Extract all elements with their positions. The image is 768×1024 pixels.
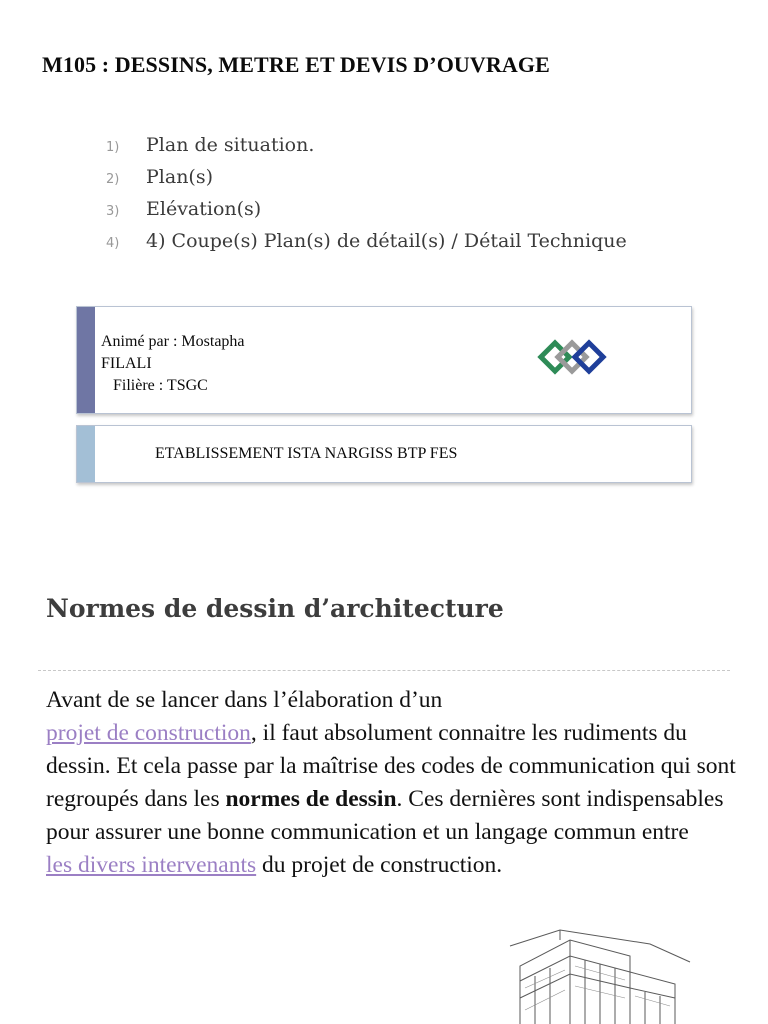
- toc-text: Plan de situation.: [146, 134, 315, 156]
- toc-item: [106, 134, 627, 166]
- paragraph-bold: normes de dessin: [225, 786, 397, 812]
- toc-text: 4) Coupe(s) Plan(s) de détail(s) / Détail Technique: [146, 230, 627, 252]
- project-link[interactable]: projet de construction: [46, 720, 251, 746]
- doc-title: M105 : DESSINS, METRE ET DEVIS D’OUVRAGE: [42, 52, 550, 77]
- section-heading: Normes de dessin d’architecture: [46, 594, 504, 623]
- establishment-name: ETABLISSEMENT ISTA NARGISS BTP FES: [155, 445, 458, 462]
- toc-text: Elévation(s): [146, 198, 262, 220]
- presenter-line: FILALI: [101, 355, 152, 372]
- toc-number: 3): [106, 204, 120, 219]
- section-divider: [38, 670, 730, 671]
- intervenants-link[interactable]: les divers intervenants: [46, 852, 257, 878]
- toc-list: [106, 134, 627, 262]
- card-accent-bar: [77, 307, 95, 413]
- toc-item: [106, 198, 627, 230]
- paragraph-text: , il faut absolument connaitre les rudiments du dessin. Et cela passe par la maîtrise des codes de communication qui sont regroupés dans les: [46, 720, 736, 812]
- establishment-card: [76, 425, 692, 483]
- ofppt-logo-icon: [537, 339, 607, 379]
- toc-text: Plan(s): [146, 166, 214, 188]
- toc-item: [106, 230, 627, 262]
- card-accent-bar: [77, 426, 95, 482]
- building-sketch-icon: [500, 926, 700, 1024]
- toc-number: 2): [106, 172, 120, 187]
- presenter-line: Animé par : Mostapha: [101, 333, 245, 350]
- paragraph-text: Avant de se lancer dans l’élaboration d’un: [46, 687, 443, 713]
- paragraph-text: . Ces dernières sont indispensables pour assurer une bonne communication et un langage commun entre: [46, 786, 724, 845]
- toc-item: [106, 166, 627, 198]
- paragraph-text: du projet de construction.: [256, 852, 503, 878]
- presenter-info: [101, 331, 245, 397]
- presenter-card: [76, 306, 692, 414]
- toc-number: 4): [106, 236, 120, 251]
- intro-paragraph: [46, 684, 736, 882]
- toc-number: 1): [106, 140, 120, 155]
- filiere-line: Filière : TSGC: [113, 377, 208, 394]
